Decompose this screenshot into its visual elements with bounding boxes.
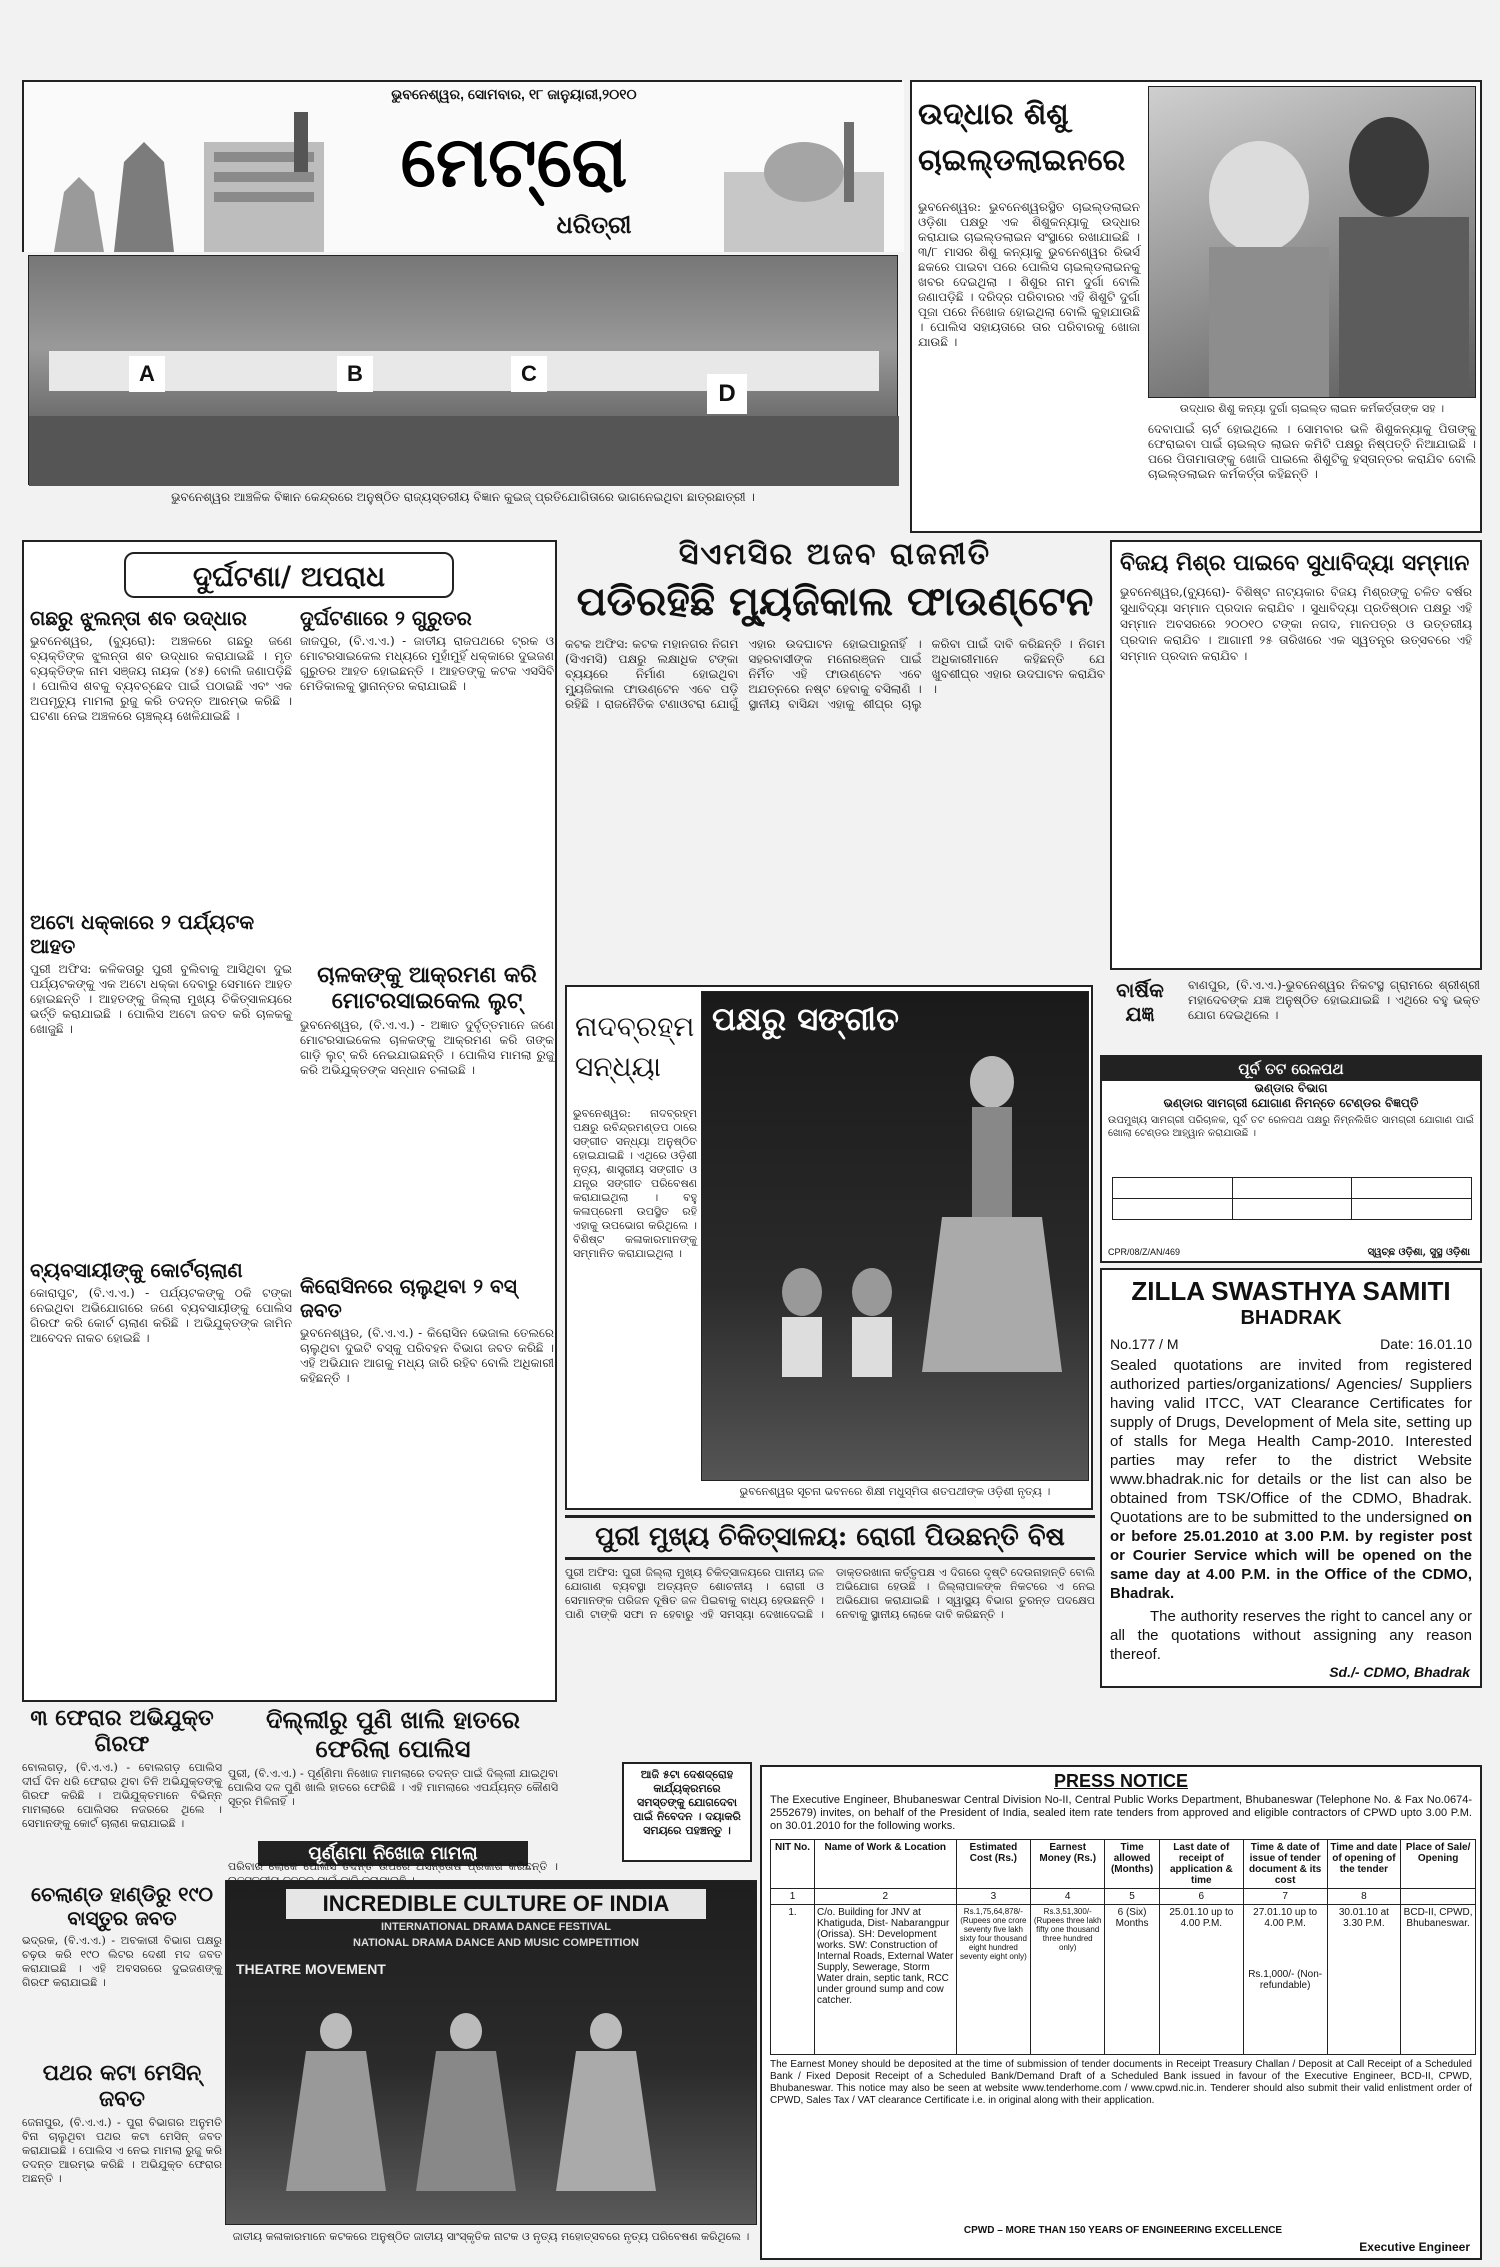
row-issue xyxy=(1243,1905,1327,2055)
delhi-box: ପୂର୍ଣ୍ଣମା ନିଖୋଜ ମାମଲା xyxy=(258,1841,528,1866)
col-earnest: Earnest Money (Rs.) xyxy=(1031,1840,1105,1889)
ecor-subheader: ଭଣ୍ଡାର ବିଭାଗ xyxy=(1254,1081,1328,1095)
delhi-body-continued: ପରିବାର ଲୋକେ ପୋଲିସ ତଦନ୍ତ ଉପରେ ଅସନ୍ତୋଷ ପ୍ରକାଶ କରିଛନ୍ତି । xyxy=(228,1860,558,1873)
absconders-body: ବୋଲଗଡ଼, (ବି.ଏ.ଏ.) - ବୋଲଗଡ଼ ପୋଲିସ ଦୀର୍ଘ ଦିନ ଧରି ଫେରାର ଥିବା ତିନି ଅଭିଯୁକ୍ତଙ୍କୁ ଗିରଫ କରିଛି । ଅଭିଯୁକ୍ତମାନେ ବିଭିନ୍ନ ମାମଲାରେ ପୋଲିସର ନଜରରେ ଥିଲେ । ସେମାନଙ୍କୁ କୋର୍ଟ ଚାଲାଣ କରାଯାଇଛି । xyxy=(22,1761,226,1830)
press-notice-number-row xyxy=(771,1889,1476,1905)
col-issue: Time & date of issue of tender document & its cost xyxy=(1243,1840,1327,1889)
col-time: Time allowed (Months) xyxy=(1105,1840,1160,1889)
crime-section-header xyxy=(124,552,454,598)
vijay-headline: ବିଜୟ ମିଶ୍ର ପାଇବେ ସୁଧାବିଦ୍ୟା ସମ୍ମାନ xyxy=(1120,550,1470,576)
press-notice-table xyxy=(770,1839,1476,2055)
crime-item-6-headline: କିରୋସିନରେ ଚାଲୁଥିବା ୨ ବସ୍ ଜବତ xyxy=(300,1274,517,1322)
press-notice-title: PRESS NOTICE xyxy=(1053,1771,1189,1791)
row-time: 6 (Six) Months xyxy=(1105,1905,1160,2055)
notice-box xyxy=(622,1762,752,1862)
table-row xyxy=(771,1905,1476,2055)
quiz-label-b: B xyxy=(337,356,373,392)
child-story xyxy=(910,80,1482,533)
delhi-body: ପୁରୀ, (ବି.ଏ.ଏ.) - ପୂର୍ଣ୍ଣିମା ନିଖୋଜ ମାମଲାରେ ତଦନ୍ତ ପାଇଁ ଦିଲ୍ଲୀ ଯାଇଥିବା ପୋଲିସ ଦଳ ପୁଣି ଖାଲି ହାତରେ ଫେରିଛି । ଏହି ମାମଲାରେ ଏପର୍ଯ୍ୟନ୍ତ କୌଣସି ସୂତ୍ର ମିଳିନାହିଁ । xyxy=(228,1767,562,1808)
press-notice xyxy=(760,1765,1482,2260)
child-body-continued: ଦେବାପାଇଁ ଚାର୍ଟ ହୋଇଥିଲେ । ସୋମବାର ଭଳି ଶିଶୁକନ୍ୟାକୁ ପିତାଙ୍କୁ ଫେରାଇବା ପାଇଁ ଚାଇଲ୍ଡ ଲାଇନ କମିଟି ପକ୍ଷରୁ ନିଷ୍ପତ୍ତି ନିଆଯାଇଛି । ପରେ ପିତାମାତାଙ୍କୁ ଖୋଜି ପାଇଲେ ଶିଶୁଟିକୁ ହସ୍ତାନ୍ତର କରାଯିବ ବୋଲି ଚାଇଲ୍ଡଲାଇନ କର୍ମକର୍ତ୍ତା କହିଛନ୍ତି । xyxy=(1148,422,1480,481)
liquor-body: ଭଦ୍ରକ, (ବି.ଏ.ଏ.) - ଅବକାରୀ ବିଭାଗ ପକ୍ଷରୁ ଚଢ଼ଉ କରି ୧୯୦ ଲିଟର ଦେଶୀ ମଦ ଜବତ କରାଯାଇଛି । ଏହି ଅବସରରେ ଦୁଇଜଣଙ୍କୁ ଗିରଫ କରାଯାଇଛି । xyxy=(22,1934,226,1989)
zilla-ref-row xyxy=(1102,1330,1480,1352)
metro-masthead xyxy=(22,80,902,252)
child-photo-illustration xyxy=(1149,87,1477,399)
vijay-body: ଭୁବନେଶ୍ୱର,(ବ୍ୟୁରୋ)- ବିଶିଷ୍ଟ ନାଟ୍ୟକାର ବିଜୟ ମିଶ୍ରଙ୍କୁ ଚଳିତ ବର୍ଷର ସୁଧାବିଦ୍ୟା ସମ୍ମାନ ପ୍ରଦାନ କରାଯିବ । ସୁଧାବିଦ୍ୟା ପ୍ରତିଷ୍ଠାନ ପକ୍ଷରୁ ଏହି ସମ୍ମାନ ଅବସରରେ ୨୦୦୧୦ ଟଙ୍କା ନଗଦ, ମାନପତ୍ର ଓ ଉତ୍ତରୀୟ ପ୍ରଦାନ କରାଯିବ । ଆଗାମୀ ୨୫ ତାରିଖରେ ଏକ ସ୍ୱତନ୍ତ୍ର ଉତ୍ସବରେ ଏହି ସମ୍ମାନ ପ୍ରଦାନ କରାଯିବ । xyxy=(1120,585,1476,663)
row-earnest xyxy=(1031,1905,1105,2055)
quiz-label-c: C xyxy=(511,356,547,392)
crime-item-3-headline: ବ୍ୟବସାୟୀଙ୍କୁ କୋର୍ଟଚାଲାଣ xyxy=(30,1258,243,1282)
crime-item-1-body: ଭୁବନେଶ୍ୱର, (ବ୍ୟୁରୋ): ଅଞ୍ଚଳରେ ଗଛରୁ ଜଣେ ବ୍ୟକ୍ତିଙ୍କ ଝୁଲନ୍ତା ଶବ ଉଦ୍ଧାର କରାଯାଇଛି । ମୃତ ବ୍ୟକ୍ତିଙ୍କ ନାମ ସଞ୍ଜୟ ନାୟକ (୪୫) ବୋଲି ଜଣାପଡ଼ିଛି । ପୋଲିସ ଶବକୁ ବ୍ୟବଚ୍ଛେଦ ପାଇଁ ପଠାଇଛି ଏବଂ ଏକ ଅପମୃତ୍ୟୁ ମାମଲା ରୁଜୁ କରି ତଦନ୍ତ ଆରମ୍ଭ କରିଛି । ଘଟଣା ନେଇ ଅଞ୍ଚଳରେ ଚାଞ୍ଚଲ୍ୟ ଖେଳିଯାଇଛି । xyxy=(30,634,296,723)
child-headline: ଉଦ୍ଧାର ଶିଶୁ ଚାଇଲ୍ଡଲାଇନରେ xyxy=(918,97,1126,178)
culture-dancers-illustration xyxy=(226,1991,758,2226)
col-number-3: 3 xyxy=(956,1889,1031,1905)
ecor-ad xyxy=(1100,1055,1482,1263)
ecor-title: ଭଣ୍ଡାର ସାମଗ୍ରୀ ଯୋଗାଣ ନିମନ୍ତେ ଟେଣ୍ଡର ବିଜ୍ଞପ୍ତି xyxy=(1163,1096,1419,1110)
liquor-headline: ଚେଲାଣ୍ଡ ହାଣ୍ଡିରୁ ୧୯୦ ବାସ୍ତୁର ଜବତ xyxy=(30,1882,214,1930)
section-title: ମେଟ୍ରୋ xyxy=(400,120,628,203)
crime-item-4-headline: ଦୁର୍ଘଟଣାରେ ୨ ଗୁରୁତର xyxy=(300,606,472,630)
col-number-5: 5 xyxy=(1105,1889,1160,1905)
zilla-body-a: Sealed quotations are invited from registered authorized parties/organizations/ Agencies/ Suppliers having valid ITCC, VAT Clearance Certificates for supply of Drugs, Development of Mela site, setting up of stalls for Mega Health Camp-2010. Interested parties may refer to the district Website www.bhadrak.nic for details or the list can also be obtained from TSK/Office of the CDMO, Bhadrak. Quotations are to be submitted to the undersigned xyxy=(1110,1357,1472,1526)
crime-item-5-headline: ଚାଳକଙ୍କୁ ଆକ୍ରମଣ କରି ମୋଟରସାଇକେଲ ଲୁଟ୍ xyxy=(317,962,537,1014)
ecor-code: CPR/08/Z/AN/469 xyxy=(1108,1247,1181,1257)
dance-illustration xyxy=(702,992,1090,1482)
crime-wide-block xyxy=(300,962,558,1692)
crime-section xyxy=(22,540,557,1702)
quiz-label-d: D xyxy=(707,374,747,414)
child-body: ଭୁବନେଶ୍ୱର: ଭୁବନେଶ୍ୱରସ୍ଥିତ ଚାଇଲ୍ଡଲାଇନ ଓଡ଼ିଶା ପକ୍ଷରୁ ଏକ ଶିଶୁକନ୍ୟାକୁ ଉଦ୍ଧାର କରାଯାଇ ଚାଇଲ୍ଡଲାଇନ ସଂସ୍ଥାରେ ରଖାଯାଇଛି । ୩/୮ ମାସର ଶିଶୁ କନ୍ୟାକୁ ଭୁବନେଶ୍ୱର ରିଭର୍ସ ଛକରେ ପାଇବା ପରେ ପୋଲିସ ଚାଇଲ୍ଡଲାଇନକୁ ଖବର ଦେଇଥିଲା । ଶିଶୁର ନାମ ଦୁର୍ଗା ବୋଲି ଜଣାପଡ଼ିଛି । ଦରିଦ୍ର ପରିବାରର ଏହି ଶିଶୁଟି ଦୁର୍ଗା ପୂଜା ପରେ ନିଖୋଜ ହୋଇଥିଲା ବୋଲି କୁହାଯାଉଛି । ପୋଲିସ ସହାୟତାରେ ତାର ପରିବାରକୁ ଖୋଜା ଯାଉଛି । xyxy=(918,200,1144,349)
nada-headline-a: ନାଦବ୍ରହ୍ମ ସନ୍ଧ୍ୟା xyxy=(575,1010,695,1083)
zilla-title: ZILLA SWASTHYA SAMITI xyxy=(1131,1276,1451,1306)
row-cost-text: Rs.1,75,64,878/- (Rupees one crore seventy five lakh sixty four thousand eight hundred seventy eight only) xyxy=(959,1907,1027,1961)
puri-story xyxy=(565,1515,1099,1760)
nada-body: ଭୁବନେଶ୍ୱର: ନାଦବ୍ରହ୍ମ ପକ୍ଷରୁ ରବିନ୍ଦ୍ରମଣ୍ଡପ ଠାରେ ସଙ୍ଗୀତ ସନ୍ଧ୍ୟା ଅନୁଷ୍ଠିତ ହୋଇଯାଇଛି । ଏଥିରେ ଓଡ଼ିଶୀ ନୃତ୍ୟ, ଶାସ୍ତ୍ରୀୟ ସଙ୍ଗୀତ ଓ ଯନ୍ତ୍ର ସଙ୍ଗୀତ ପରିବେଷଣ କରାଯାଇଥିଲା । ବହୁ କଳାପ୍ରେମୀ ଉପସ୍ଥିତ ରହି ଏହାକୁ ଉପଭୋଗ କରିଥିଲେ । ବିଶିଷ୍ଟ କଳାକାରମାନଙ୍କୁ ସମ୍ମାନିତ କରାଯାଇଥିଲା । xyxy=(573,1107,701,1260)
nada-headline-b: ପକ୍ଷରୁ ସଙ୍ଗୀତ xyxy=(712,1000,899,1038)
row-opening: 30.01.10 at 3.30 P.M. xyxy=(1327,1905,1401,2055)
nadabrahma-box xyxy=(565,985,1093,1510)
row-last-date: 25.01.10 up to 4.00 P.M. xyxy=(1159,1905,1243,2055)
col-number-2: 2 xyxy=(815,1889,957,1905)
crime-item-5-body: ଭୁବନେଶ୍ୱର, (ବି.ଏ.ଏ.) - ଅଜ୍ଞାତ ଦୁର୍ବୃତ୍ତମାନେ ଜଣେ ମୋଟରସାଇକେଲ ଚାଳକଙ୍କୁ ଆକ୍ରମଣ କରି ତାଙ୍କ ଗାଡ଼ି ଲୁଟ୍ କରି ନେଇଯାଇଛନ୍ତି । ପୋଲିସ ମାମଲା ରୁଜୁ କରି ଅଭିଯୁକ୍ତଙ୍କ ସନ୍ଧାନ ଚଳାଇଛି । xyxy=(300,1018,558,1077)
crime-item-3-body: କୋରାପୁଟ, (ବି.ଏ.ଏ.) - ପର୍ଯ୍ୟଟକଙ୍କୁ ଠକି ଟଙ୍କା ନେଇଥିବା ଅଭିଯୋଗରେ ଜଣେ ବ୍ୟବସାୟୀଙ୍କୁ ପୋଲିସ ଗିରଫ କରି କୋର୍ଟ ଚାଲାଣ କରିଛି । ଅଭିଯୁକ୍ତଙ୍କ ଜାମିନ ଆବେଦନ ନାକଚ ହୋଇଛି । xyxy=(30,1286,296,1345)
yajna-body: ବାଣପୁର, (ବି.ଏ.ଏ.)-ଭୁବନେଶ୍ୱର ନିକଟସ୍ଥ ଗ୍ରାମରେ ଶ୍ରୀଶ୍ରୀ ମହାଦେବଙ୍କ ଯଜ୍ଞ ଅନୁଷ୍ଠିତ ହୋଇଯାଇଛି । ଏଥିରେ ବହୁ ଭକ୍ତ ଯୋଗ ଦେଇଥିଲେ । xyxy=(1188,978,1484,1022)
row-place: BCD-II, CPWD, Bhubaneswar. xyxy=(1401,1905,1476,2055)
crime-item-2-headline: ଅଟୋ ଧକ୍କାରେ ୨ ପର୍ଯ୍ୟଟକ ଆହତ xyxy=(30,910,255,958)
col-number-8: 8 xyxy=(1327,1889,1401,1905)
col-number-1: 1 xyxy=(771,1889,815,1905)
stone-headline: ପଥର କଟା ମେସିନ୍ ଜବତ xyxy=(42,2060,202,2112)
col-place: Place of Sale/ Opening xyxy=(1401,1840,1476,1889)
press-notice-sign: Executive Engineer xyxy=(1359,2240,1470,2254)
cmc-body: କଟକ ଅଫିସ: କଟକ ମହାନଗର ନିଗମ (ସିଏମସି) ପକ୍ଷରୁ ଲକ୍ଷାଧିକ ଟଙ୍କା ବ୍ୟୟରେ ନିର୍ମାଣ ହୋଇଥିବା ମ୍ୟୁଜିକାଲ ଫାଉଣ୍ଟେନ ଏବେ ପଡ଼ି ରହିଛି । ରାଜନୈତିକ ଟଣାଓଟରା ଯୋଗୁଁ ଏହାର ଉଦଘାଟନ ହୋଇପାରୁନାହିଁ । ସହରବାସୀଙ୍କ ମନୋରଞ୍ଜନ ପାଇଁ ନିର୍ମିତ ଏହି ଫାଉଣ୍ଟେନ ଏବେ ଅଯତ୍ନରେ ନଷ୍ଟ ହେବାକୁ ବସିଲାଣି । ସ୍ଥାନୀୟ ବାସିନ୍ଦା ଏହାକୁ ଶୀଘ୍ର ଚାଲୁ କରିବା ପାଇଁ ଦାବି କରିଛନ୍ତି । ନିଗମ ଅଧିକାରୀମାନେ କହିଛନ୍ତି ଯେ ଖୁବଶୀଘ୍ର ଏହାର ଉଦଘାଟନ କରାଯିବ । xyxy=(565,637,1109,711)
col-number-6: 6 xyxy=(1159,1889,1243,1905)
section-subtitle: ଧରିତ୍ରୀ xyxy=(556,210,632,239)
absconders-headline: ୩ ଫେରାର ଅଭିଯୁକ୍ତ ଗିରଫ xyxy=(30,1705,214,1757)
row-issue-date: 27.01.10 up to 4.00 P.M. xyxy=(1253,1907,1318,1929)
child-photo-caption: ଉଦ୍ଧାର ଶିଶୁ କନ୍ୟା ଦୁର୍ଗା ଚାଇଲ୍ଡ ଲାଇନ କର୍ମକର୍ତ୍ତାଙ୍କ ସହ । xyxy=(1179,402,1445,415)
row-earnest-text: Rs.3,51,300/- (Rupees three lakh fifty one thousand three hundred only) xyxy=(1033,1907,1102,1952)
nada-caption: ଭୁବନେଶ୍ୱର ସୂଚନା ଭବନରେ ଶିକ୍ଷୀ ମଧୁସ୍ମିତା ଶତପଥୀଙ୍କ ଓଡ଼ିଶୀ ନୃତ୍ୟ । xyxy=(739,1485,1051,1498)
zilla-sign: Sd./- CDMO, Bhadrak xyxy=(1329,1664,1470,1680)
yajna-headline: ବାର୍ଷିକ ଯଜ୍ଞ xyxy=(1116,978,1164,1026)
col-last-date: Last date of receipt of application & time xyxy=(1159,1840,1243,1889)
zilla-body-b: The authority reserves the right to cancel any or all the quotations without assigning any reason thereof. xyxy=(1110,1608,1472,1663)
zilla-ref-no: No.177 / M xyxy=(1110,1336,1179,1352)
crime-item-2-body: ପୁରୀ ଅଫିସ: କଳିକତାରୁ ପୁରୀ ବୁଲିବାକୁ ଆସିଥିବା ଦୁଇ ପର୍ଯ୍ୟଟକଙ୍କୁ ଏକ ଅଟୋ ଧକ୍କା ଦେବାରୁ ସେମାନେ ଆହତ ହୋଇଛନ୍ତି । ଆହତଙ୍କୁ ଜିଲ୍ଲା ମୁଖ୍ୟ ଚିକିତ୍ସାଳୟରେ ଭର୍ତ୍ତି କରାଯାଇଛି । ପୋଲିସ ଅଟୋ ଜବତ କରି ଚାଳକକୁ ଖୋଜୁଛି । xyxy=(30,962,296,1036)
ecor-table xyxy=(1112,1177,1472,1220)
crime-item-6-body: ଭୁବନେଶ୍ୱର, (ବି.ଏ.ଏ.) - କିରୋସିନ ଭେଜାଲ ତେଲରେ ଚାଲୁଥିବା ଦୁଇଟି ବସ୍‌କୁ ପରିବହନ ବିଭାଗ ଜବତ କରିଛି । ଏହି ଅଭିଯାନ ଆଗକୁ ମଧ୍ୟ ଜାରି ରହିବ ବୋଲି ଅଧିକାରୀ କହିଛନ୍ତି । xyxy=(300,1326,558,1385)
section-title-box xyxy=(324,110,704,250)
zilla-date: Date: 16.01.10 xyxy=(1380,1336,1472,1352)
col-number-7: 7 xyxy=(1243,1889,1327,1905)
col-cost: Estimated Cost (Rs.) xyxy=(956,1840,1031,1889)
row-work: C/o. Building for JNV at Khatiguda, Dist- Nabarangpur (Orissa). SH: Development works. SW: Construction of Internal Roads, External Water Supply, Sewerage, Storm Water drain, septic tank, RCC under ground sump and cow catcher. xyxy=(815,1905,957,2055)
crime-section-title: ଦୁର୍ଘଟଣା/ ଅପରାଧ xyxy=(192,560,386,593)
quiz-photo xyxy=(28,255,898,485)
col-nit: NIT No. xyxy=(771,1840,815,1889)
quiz-caption: ଭୁବନେଶ୍ୱର ଆଞ୍ଚଳିକ ବିଜ୍ଞାନ କେନ୍ଦ୍ରରେ ଅନୁଷ୍ଠିତ ରାଜ୍ୟସ୍ତରୀୟ ବିଜ୍ଞାନ କୁଇଜ୍ ପ୍ରତିଯୋଗିତାରେ ଭାଗନେଇଥିବା ଛାତ୍ରଛାତ୍ରୀ । xyxy=(171,490,755,504)
col-opening: Time and date of opening of the tender xyxy=(1327,1840,1401,1889)
ecor-footer: ସ୍ୱଚ୍ଛ ଓଡ଼ିଶା, ସୁସ୍ଥ ଓଡ଼ିଶା xyxy=(1367,1247,1470,1258)
culture-competition: NATIONAL DRAMA DANCE AND MUSIC COMPETITION xyxy=(353,1937,639,1949)
zilla-bold: on or before 25.01.2010 at 3.00 P.M. by register post or Courier Service which will be opened on the same day at 4.00 P.M. in the Office of the CDMO, Bhadrak. xyxy=(1110,1509,1472,1602)
row-issue-cost: Rs.1,000/- (Non-refundable) xyxy=(1248,1969,1323,1991)
crime-item-1-headline: ଗଛରୁ ଝୁଲନ୍ତା ଶବ ଉଦ୍ଧାର xyxy=(30,606,247,630)
zilla-place: BHADRAK xyxy=(1240,1307,1342,1329)
cmc-story xyxy=(565,537,1109,977)
child-photo xyxy=(1148,86,1476,398)
puri-headline: ପୁରୀ ମୁଖ୍ୟ ଚିକିତ୍ସାଳୟ: ରୋଗୀ ପିଉଛନ୍ତି ବିଷ xyxy=(565,1515,1095,1560)
col-work: Name of Work & Location xyxy=(815,1840,957,1889)
quiz-label-a: A xyxy=(129,356,165,392)
bottom-left-column xyxy=(22,1705,226,2245)
zilla-ad xyxy=(1100,1268,1482,1688)
cmc-headline: ପଡିରହିଛି ମ୍ୟୁଜିକାଲ ଫାଉଣ୍ଟେନ xyxy=(576,578,1094,625)
quiz-table xyxy=(49,351,879,391)
yajna-story xyxy=(1100,978,1482,1050)
crime-col-left xyxy=(30,606,296,1696)
press-notice-intro: The Executive Engineer, Bhubaneswar Central Division No-II, Central Public Works Department, Bhubaneswar (Telephone No. & Fax No.0674-2552679) invites, on behalf of the President of India, sealed item rate tenders from approved and eligible contractors of CPWD upto 3.00 P.M. on 30.01.2010 for the following works. xyxy=(770,1794,1472,1832)
vijay-award-box xyxy=(1110,540,1482,970)
zilla-body-wrap xyxy=(1102,1352,1480,1607)
col-number-9 xyxy=(1401,1889,1476,1905)
row-nit: 1. xyxy=(771,1905,815,2055)
press-notice-header-row xyxy=(771,1840,1476,1889)
press-notice-footer-text: The Earnest Money should be deposited at the time of submission of tender documents in Receipt Treasury Challan / Deposit at Call Receipt of a Scheduled Bank / Fixed Deposit Receipt of a Scheduled Bank/Demand Draft of a Scheduled Bank issued in favour of the Executive Engineer, BCD-II, CPWD, Bhubaneswar. This notice may also be seen at website www.tenderhome.com / www.cpwd.nic.in. Tenderer should also submit their valid enlistment order of CPWD, Sales Tax / VAT clearance Certificate i.e. in original along with their application. xyxy=(770,2059,1472,2106)
culture-org: THEATRE MOVEMENT xyxy=(236,1961,386,1977)
ecor-body: ଉପମୁଖ୍ୟ ସାମଗ୍ରୀ ପରିଚାଳକ, ପୂର୍ବ ତଟ ରେଳପଥ ପକ୍ଷରୁ ନିମ୍ନଲିଖିତ ସାମଗ୍ରୀ ଯୋଗାଣ ପାଇଁ ଖୋଲା ଟେଣ୍ଡର ଆହ୍ୱାନ କରାଯାଉଛି । xyxy=(1108,1115,1478,1139)
cmc-kicker: ସିଏମସିର ଅଜବ ରାଜନୀତି xyxy=(678,537,992,572)
delhi-story xyxy=(228,1705,562,1864)
delhi-headline: ଦିଲ୍ଲୀରୁ ପୁଣି ଖାଲି ହାତରେ ଫେରିଲା ପୋଲିସ xyxy=(266,1705,520,1763)
notice-text: ଆଜି ୫ଟା ଦେଶଦ୍ରୋହ କାର୍ଯ୍ୟକ୍ରମରେ ସମସ୍ତଙ୍କୁ ଯୋଗଦେବା ପାଇଁ ନିବେଦନ । ଦୟାକରି ସମୟରେ ପହଞ୍ଚନ୍ତୁ । xyxy=(633,1768,745,1837)
crime-item-4-body: ଜାଜପୁର, (ବି.ଏ.ଏ.) - ଜାତୀୟ ରାଜପଥରେ ଟ୍ରକ ଓ ମୋଟରସାଇକେଲ ମଧ୍ୟରେ ମୁହାଁମୁହିଁ ଧକ୍କାରେ ଦୁଇଜଣ ଗୁରୁତର ଆହତ ହୋଇଛନ୍ତି । ଆହତଙ୍କୁ କଟକ ଏସସିବି ମେଡିକାଲକୁ ସ୍ଥାନାନ୍ତର କରାଯାଇଛି । xyxy=(300,634,558,693)
culture-caption: ଜାତୀୟ କଳାକାରମାନେ କଟକରେ ଅନୁଷ୍ଠିତ ଜାତୀୟ ସାଂସ୍କୃତିକ ନାଟକ ଓ ନୃତ୍ୟ ମହୋତ୍ସବରେ ନୃତ୍ୟ ପରିବେଷଣ କରିଥିଲେ । xyxy=(232,2230,750,2243)
col-number-4: 4 xyxy=(1031,1889,1105,1905)
puri-body: ପୁରୀ ଅଫିସ: ପୁରୀ ଜିଲ୍ଲା ମୁଖ୍ୟ ଚିକିତ୍ସାଳୟରେ ପାନୀୟ ଜଳ ଯୋଗାଣ ବ୍ୟବସ୍ଥା ଅତ୍ୟନ୍ତ ଶୋଚନୀୟ । ରୋଗୀ ଓ ସେମାନଙ୍କ ପରିଜନ ଦୂଷିତ ଜଳ ପିଇବାକୁ ବାଧ୍ୟ ହେଉଛନ୍ତି । ପାଣି ଟାଙ୍କି ସଫା ନ ହେବାରୁ ଏହି ସମସ୍ୟା ଦେଖାଦେଇଛି । ଡାକ୍ତରଖାନା କର୍ତ୍ତୃପକ୍ଷ ଏ ଦିଗରେ ଦୃଷ୍ଟି ଦେଉନାହାନ୍ତି ବୋଲି ଅଭିଯୋଗ ହେଉଛି । ଜିଲ୍ଲାପାଳଙ୍କ ନିକଟରେ ଏ ନେଇ ଅଭିଯୋଗ କରାଯାଇଛି । ସ୍ୱାସ୍ଥ୍ୟ ବିଭାଗ ତୁରନ୍ତ ପଦକ୍ଷେପ ନେବାକୁ ସ୍ଥାନୀୟ ଲୋକେ ଦାବି କରିଛନ୍ତି । xyxy=(565,1566,1099,1621)
culture-banner: INCREDIBLE CULTURE OF INDIA xyxy=(286,1889,706,1919)
culture-festival: INTERNATIONAL DRAMA DANCE FESTIVAL xyxy=(381,1921,611,1933)
ecor-header: ପୂର୍ବ ତଟ ରେଳପଥ xyxy=(1102,1057,1480,1081)
culture-photo xyxy=(225,1880,757,2225)
quiz-floor xyxy=(29,416,899,486)
press-notice-slogan: CPWD – MORE THAN 150 YEARS OF ENGINEERING EXCELLENCE xyxy=(963,2225,1283,2236)
dateline: ଭୁବନେଶ୍ୱର, ସୋମବାର, ୧୮ ଜାନୁୟାରୀ,୨୦୧୦ xyxy=(391,86,637,102)
row-cost xyxy=(956,1905,1031,2055)
stone-body: ଜେନାପୁର, (ବି.ଏ.ଏ.) - ପୁରା ବିଭାଗର ଅନୁମତି ବିନା ଚାଲୁଥିବା ପଥର କଟା ମେସିନ୍ ଜବତ କରାଯାଇଛି । ପୋଲିସ ଏ ନେଇ ମାମଲା ରୁଜୁ କରି ତଦନ୍ତ ଆରମ୍ଭ କରିଛି । ଅଭିଯୁକ୍ତ ଫେରାର ଅଛନ୍ତି । xyxy=(22,2116,226,2185)
dance-photo xyxy=(701,991,1089,1481)
